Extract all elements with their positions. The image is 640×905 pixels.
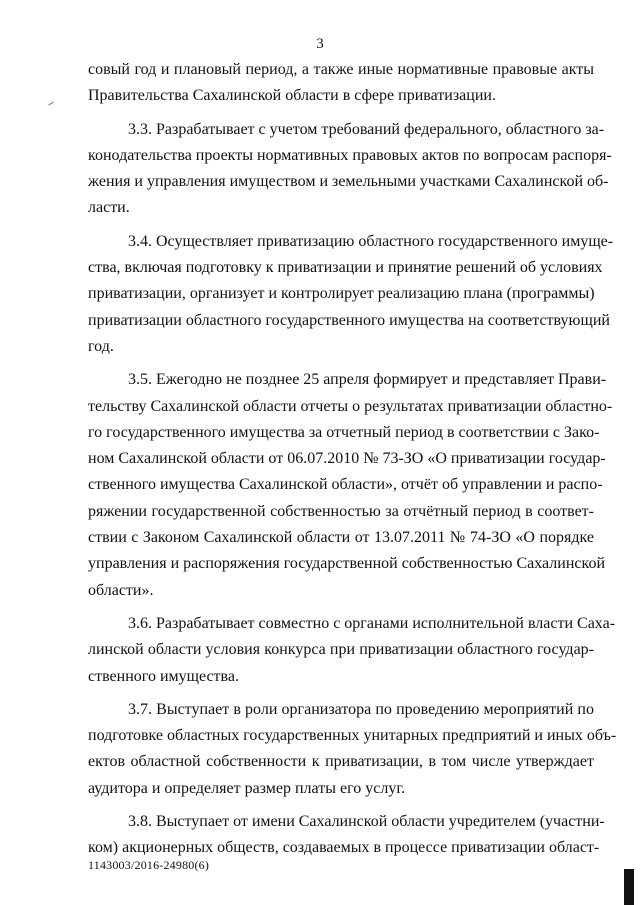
stray-pen-mark [48, 101, 53, 105]
text-line: области». [88, 581, 154, 599]
text-line: 3.6. Разрабатывает совместно с органами исполнительной власти Саха- [128, 614, 616, 632]
text-line: ком) акционерных обществ, создаваемых в процессе приватизации област- [88, 839, 600, 857]
text-line: ном Сахалинской области от 06.07.2010 № 73-ЗО «О приватизации государ- [88, 450, 606, 468]
text-line: Правительства Сахалинской области в сфере приватизации. [88, 87, 496, 105]
text-line: 3.4. Осуществляет приватизацию областного государственного имуще- [128, 232, 614, 250]
text-line: ства, включая подготовку к приватизации и принятие решений об условиях [88, 259, 603, 277]
text-line: конодательства проекты нормативных правовых актов по вопросам распоря- [88, 146, 612, 164]
text-line: 3.7. Выступает в роли организатора по проведению мероприятий по [128, 700, 594, 718]
text-line: аудитора и определяет размер платы его услуг. [88, 779, 406, 797]
text-line: ственного имущества. [88, 667, 239, 685]
text-line: ственного имущества Сахалинской области», отчёт об управлении и распо- [88, 476, 603, 494]
text-line: линской области условия конкурса при приватизации областного государ- [88, 641, 594, 659]
text-line: год. [88, 337, 114, 355]
text-line: приватизации, организует и контролирует реализацию плана (программы) [88, 285, 595, 303]
scan-edge-mark [624, 869, 634, 905]
continuation-paragraph [88, 57, 617, 862]
text-line: ряжении государственной собственностью за отчётный период в соответ- [88, 502, 594, 520]
text-line: жения и управления имуществом и земельными участками Сахалинской об- [88, 173, 609, 191]
text-line: подготовке областных государственных унитарных предприятий и иных объ- [88, 727, 617, 745]
text-line: ектов областной собственности к приватизации, в том числе утверждает [88, 753, 594, 771]
text-line: совый год и плановый период, а также иные нормативные правовые акты [88, 61, 594, 78]
page-number: 3 [316, 36, 324, 52]
text-line: ствии с Законом Сахалинской области от 13.07.2011 № 74-ЗО «О порядке [88, 529, 594, 547]
text-line: тельству Сахалинской области отчеты о результатах приватизации областно- [88, 397, 613, 415]
text-line: 3.3. Разрабатывает с учетом требований федерального, областного за- [128, 120, 605, 138]
text-line: ласти. [88, 199, 130, 217]
text-line: 3.5. Ежегодно не позднее 25 апреля формирует и представляет Прави- [128, 371, 607, 389]
text-line: приватизации областного государственного имущества на соответствующий [88, 311, 610, 329]
text-line: 3.8. Выступает от имени Сахалинской области учредителем (участни- [128, 813, 605, 831]
text-line: го государственного имущества за отчетный период в соответствии с Зако- [88, 423, 600, 441]
text-line: управления и распоряжения государственной собственностью Сахалинской [88, 555, 606, 573]
document-code: 1143003/2016-24980(6) [88, 858, 210, 872]
